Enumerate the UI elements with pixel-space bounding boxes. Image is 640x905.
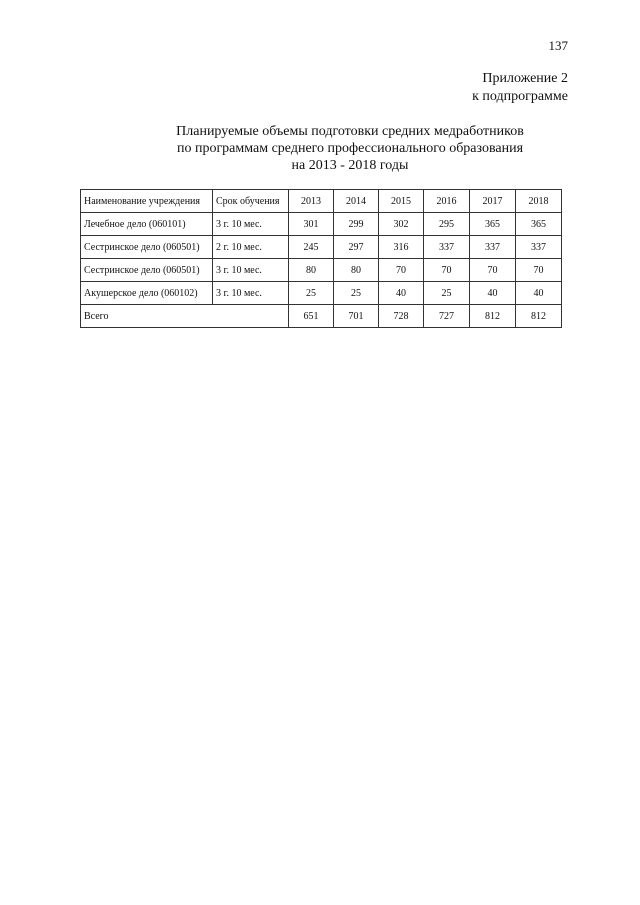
value-cell: 316	[379, 236, 424, 259]
value-cell: 295	[424, 213, 470, 236]
value-cell: 337	[470, 236, 516, 259]
term-cell: 2 г. 10 мес.	[213, 236, 289, 259]
total-value-cell: 728	[379, 305, 424, 328]
table-row	[81, 282, 562, 305]
table-row	[81, 236, 562, 259]
value-cell: 301	[289, 213, 334, 236]
title-line-3: на 2013 - 2018 годы	[291, 158, 409, 173]
header-cell: Наименование учреждения	[81, 190, 213, 213]
table-row	[81, 259, 562, 282]
title-line-2: по программам среднего профессионального образования	[176, 141, 524, 156]
value-cell: 80	[334, 259, 379, 282]
institution-name-cell: Сестринское дело (060501)	[81, 259, 213, 282]
value-cell: 40	[470, 282, 516, 305]
value-cell: 365	[516, 213, 562, 236]
total-value-cell: 651	[289, 305, 334, 328]
header-cell: 2015	[379, 190, 424, 213]
training-volume-table	[80, 189, 562, 328]
appendix-note	[472, 70, 568, 106]
table-row	[81, 213, 562, 236]
total-value-cell: 701	[334, 305, 379, 328]
institution-name-cell: Сестринское дело (060501)	[81, 236, 213, 259]
appendix-line-2: к подпрограмме	[472, 89, 568, 104]
value-cell: 299	[334, 213, 379, 236]
term-cell: 3 г. 10 мес.	[213, 213, 289, 236]
value-cell: 302	[379, 213, 424, 236]
institution-name-cell: Акушерское дело (060102)	[81, 282, 213, 305]
total-value-cell: 812	[516, 305, 562, 328]
value-cell: 80	[289, 259, 334, 282]
institution-name-cell: Лечебное дело (060101)	[81, 213, 213, 236]
value-cell: 337	[516, 236, 562, 259]
term-cell: 3 г. 10 мес.	[213, 259, 289, 282]
header-cell: 2018	[516, 190, 562, 213]
table-total-row	[81, 305, 562, 328]
term-cell: 3 г. 10 мес.	[213, 282, 289, 305]
header-cell: 2017	[470, 190, 516, 213]
value-cell: 40	[516, 282, 562, 305]
total-value-cell: 812	[470, 305, 516, 328]
value-cell: 70	[470, 259, 516, 282]
value-cell: 25	[289, 282, 334, 305]
value-cell: 40	[379, 282, 424, 305]
value-cell: 297	[334, 236, 379, 259]
value-cell: 70	[379, 259, 424, 282]
header-cell: 2014	[334, 190, 379, 213]
appendix-line-1: Приложение 2	[482, 71, 568, 86]
title-line-1: Планируемые объемы подготовки средних медработников	[176, 124, 524, 139]
total-label-cell: Всего	[81, 305, 289, 328]
value-cell: 70	[424, 259, 470, 282]
document-title	[80, 123, 620, 174]
value-cell: 337	[424, 236, 470, 259]
value-cell: 365	[470, 213, 516, 236]
value-cell: 25	[334, 282, 379, 305]
header-cell: 2013	[289, 190, 334, 213]
table-header-row	[81, 190, 562, 213]
value-cell: 70	[516, 259, 562, 282]
total-value-cell: 727	[424, 305, 470, 328]
value-cell: 25	[424, 282, 470, 305]
header-cell: Срок обучения	[213, 190, 289, 213]
page-number: 137	[548, 38, 568, 53]
header-cell: 2016	[424, 190, 470, 213]
value-cell: 245	[289, 236, 334, 259]
